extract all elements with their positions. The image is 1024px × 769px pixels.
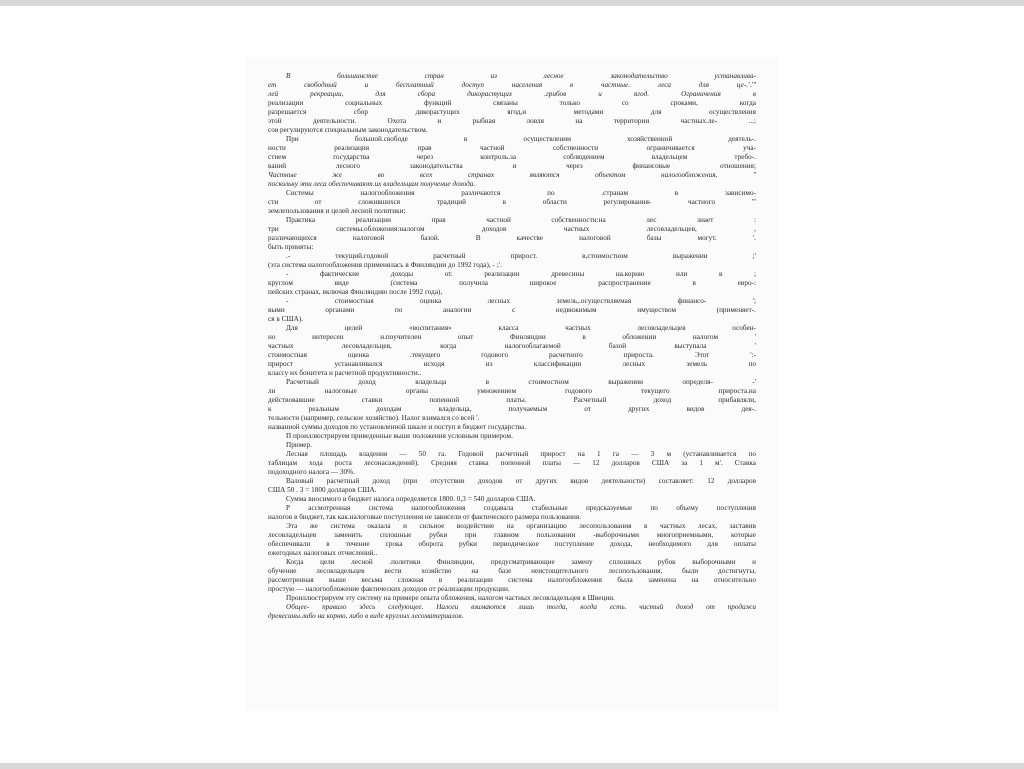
- text-line: древесины.либо на корню, либо в виде круглых лесоматериалов.: [268, 612, 464, 620]
- text-line: .- текущий.годовой расчетный прирост. в,стоимостном выражении ;': [286, 252, 756, 260]
- text-line: Системы налогообложения различаются по .странам в зависимо-: [286, 189, 756, 197]
- text-line: налогов в бюджет, так как.налоговые поступления не зависели от фактического размера пользования.: [268, 513, 582, 521]
- text-line: быть приняты:: [268, 243, 314, 251]
- text-line: Расчетный доход владельца в стоимостном выражении определя- -': [286, 378, 756, 386]
- text-line: ности реализация прав частной собственности ограничивается уча-: [268, 144, 756, 152]
- text-line: ли налоговые органы умножением годового текущего прироста.на: [268, 387, 756, 395]
- text-line: ежегодных налоговых отчислений..: [268, 549, 378, 557]
- text-line: три системы.обложения:налогом доходов частных лесовладельцев, ,: [268, 225, 756, 233]
- text-line: пейских странах, включая Финляндию после 1992 года),: [268, 288, 443, 296]
- text-line: рассмотренная выше весьма сложная в реализации система налогообложения была заменена на относительно: [268, 576, 756, 584]
- text-line: названной суммы доходов по установленной шкале и поступ в бюджет государства.: [268, 423, 527, 431]
- text-line: Пример.: [286, 441, 312, 449]
- document-text: [268, 72, 756, 621]
- text-line: - стоимостная оценка лесных земель,.осуществляемая финансо- ';: [286, 297, 756, 305]
- text-line: поскольку эти леса обеспечивают.их владельцам получение дохода.: [268, 180, 476, 188]
- text-line: реализации социальных функций связаны только со сроками, когда: [268, 99, 756, 107]
- text-line: обучение лесовладельцев вести хозяйство на базе неистощительного лесопользования, были достигнуты,: [268, 567, 756, 575]
- text-line: Сумма вносимого в бюджет налога определяется 1800. 0,3 = 540 долларов США.: [286, 495, 536, 503]
- text-line: ваний лесного законодательства и через финансовые отношения;: [268, 162, 756, 170]
- text-line: но интересен н.поучителен опыт Финляндии в обложении налогом ': [268, 333, 756, 341]
- text-line: В большинстве стран из лесное законодательство устанавлива-: [286, 72, 756, 80]
- text-line: классу их бонитета и расчетной продуктивности..: [268, 369, 422, 377]
- text-line: Практика реализации прав частной собственности:на лес знает :: [286, 216, 756, 224]
- document-page: [246, 58, 778, 710]
- text-line: разрешается сбор дикорастущих ягод,и методами для осуществления: [268, 108, 756, 116]
- bottom-border: [0, 763, 1024, 769]
- text-line: сов регулируются специальным законодательством.: [268, 126, 428, 134]
- text-line: сти от сложившихся традиций в области регулирования- частного "': [268, 198, 756, 206]
- text-line: Проиллюстрируем эту систему на примере опыта обложения, налогом частных лесовладельцев в Швеции.: [286, 594, 615, 602]
- text-line: США 50 . 3 = 1800 долларов США.: [268, 486, 377, 494]
- text-line: При большой.свободе в осуществлении хозяйственной деятель-.: [286, 135, 756, 143]
- text-line: стием государства через контроль.за соблюдением владельцем требо-.: [268, 153, 756, 161]
- text-line: к реальным доходам владельца, получаемым от других видов дея-.: [268, 405, 756, 413]
- text-line: (эта система налогообложения применялась в Финляндии до 1992 года), - ;'.: [268, 261, 502, 269]
- top-border: [0, 0, 1024, 6]
- text-line: подоходного налога — 30%.: [268, 468, 355, 476]
- text-line: этой деятельности. Охота и рыбная ловля на территории частных.ле- ...;: [268, 117, 756, 125]
- text-line: ет свободный и бесплатный доступ населения в частные. леса для це-.'.'": [268, 81, 756, 89]
- text-line: выми органами по аналогии с недвижимым имуществом (применяет-.: [268, 306, 756, 314]
- text-line: различающихся налоговой базой. В качестве налоговой базы могут. '.: [268, 234, 756, 242]
- text-line: П проиллюстрируем приведенные выше положения условным примером.: [286, 432, 513, 440]
- text-line: Для целей «воспитания» класса частных лесовладельцев особен-: [286, 324, 756, 332]
- text-line: тельности (например, сельское хозяйство). Налог взимался со всей '.: [268, 414, 480, 422]
- text-line: стоимостная оценка .текущего годового расчетного прироста. Этот ':-: [268, 351, 756, 359]
- text-line: Когда цели лесной .политики Финляндии, предусматривающие замену сплошных рубок выборочными и: [286, 558, 756, 566]
- text-line: круглом виде (система получила широкое распространение в евро-:: [268, 279, 756, 287]
- text-line: обеспечивали в течение срока оборота рубки периодическое поступление дохода, необходимого для оплаты: [268, 540, 756, 548]
- text-line: прирост устанавливался исходя из классификации лесных земель по: [268, 360, 756, 368]
- text-line: действовавшие ставки попенной платы. Расчетный доход прибавляли,: [268, 396, 756, 404]
- text-line: Лесная площадь владения — 50 га. Годовой расчетный прирост на 1 га — 3 м (устанавливается по: [286, 450, 756, 458]
- text-line: Общее- правило здесь следующее. Налоги взимаются лишь тогда, когда есть. чистый доход от продажи: [286, 603, 756, 611]
- text-line: Эта же система оказала и сильное воздействие на организацию лесопользования в частных лесах, заставив: [286, 522, 756, 530]
- text-line: землепользования и целей лесной политики;: [268, 207, 406, 215]
- text-line: Частные же во всех странах являются объектом налогообложения, ": [268, 171, 756, 179]
- text-line: лей рекреации, для сбора дикорастущих .грибов и ягод. Ограничения в: [268, 90, 756, 98]
- text-line: ся в США).: [268, 315, 304, 323]
- text-line: простую — налогообложение фактических доходов от реализации продукции.: [268, 585, 510, 593]
- text-line: Валовый расчетный доход (при отсутствии доходов от других видов деятельности) составляет: 12 долларов: [286, 477, 756, 485]
- text-line: Р ассмотренная система налогообложения создавала стабильные предсказуемые по объему поступления: [286, 504, 756, 512]
- text-line: - фактические доходы от. реализации древесины на.корню или в ;: [286, 270, 756, 278]
- text-line: лесовладельцев заменить сплошные рубки при главном пользовании -выборочными многоприемными, которые: [268, 531, 756, 539]
- text-line: частных лесовладельцев, когда налогооблагаемой базой выступала ': [268, 342, 756, 350]
- text-line: таблицам хода роста лесонасаждений). Средняя ставка попенной платы — 12 долларов США за 1 м'. Ставка: [268, 459, 756, 467]
